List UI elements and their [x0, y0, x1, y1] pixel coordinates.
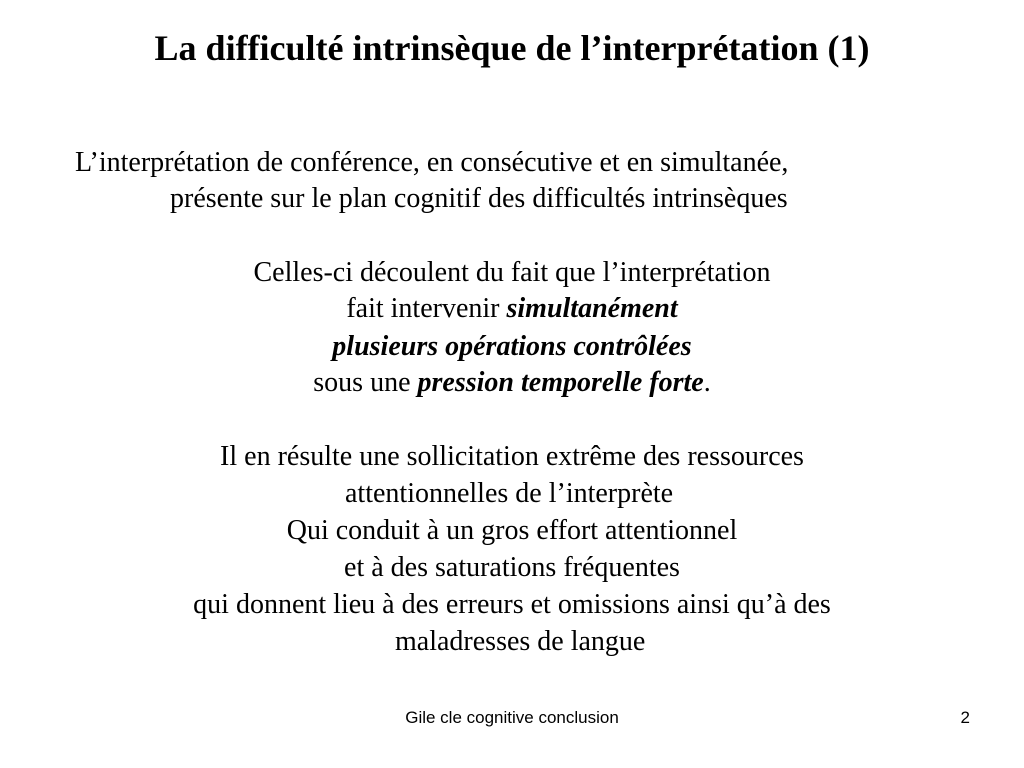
footer-text: Gile cle cognitive conclusion — [405, 708, 619, 727]
paragraph3-line1: Il en résulte une sollicitation extrême des ressources — [220, 441, 804, 472]
paragraph1-line2: présente sur le plan cognitif des difficultés intrinsèques — [170, 183, 788, 214]
paragraph2-line4 — [0, 366, 1024, 400]
paragraph1-line1: L’interprétation de conférence, en consécutive et en simultanée, — [75, 147, 789, 178]
page-number: 2 — [960, 708, 970, 727]
paragraph3-line2: attentionnelles de l’interprète — [345, 478, 674, 509]
paragraph2-line3: plusieurs opérations contrôlées — [332, 331, 692, 362]
paragraph2-line4-end: . — [703, 367, 711, 398]
paragraph3-line5: qui donnent lieu à des erreurs et omissions ainsi qu’à des — [193, 589, 831, 620]
slide-title: La difficulté intrinsèque de l’interprétation (1) — [154, 28, 870, 68]
paragraph2-line4-emphasis: pression temporelle forte — [417, 367, 704, 398]
paragraph2-line2 — [0, 292, 1024, 326]
paragraph2-line1: Celles-ci découlent du fait que l’interprétation — [253, 257, 771, 288]
paragraph3-line4: et à des saturations fréquentes — [344, 552, 680, 583]
paragraph2-line2-emphasis: simultanément — [506, 293, 678, 324]
paragraph3-line6: maladresses de langue — [395, 626, 646, 657]
paragraph2-line4-text: sous une — [313, 367, 418, 398]
paragraph2-line2-text: fait intervenir — [346, 293, 507, 324]
paragraph3-line3: Qui conduit à un gros effort attentionnel — [286, 515, 738, 546]
